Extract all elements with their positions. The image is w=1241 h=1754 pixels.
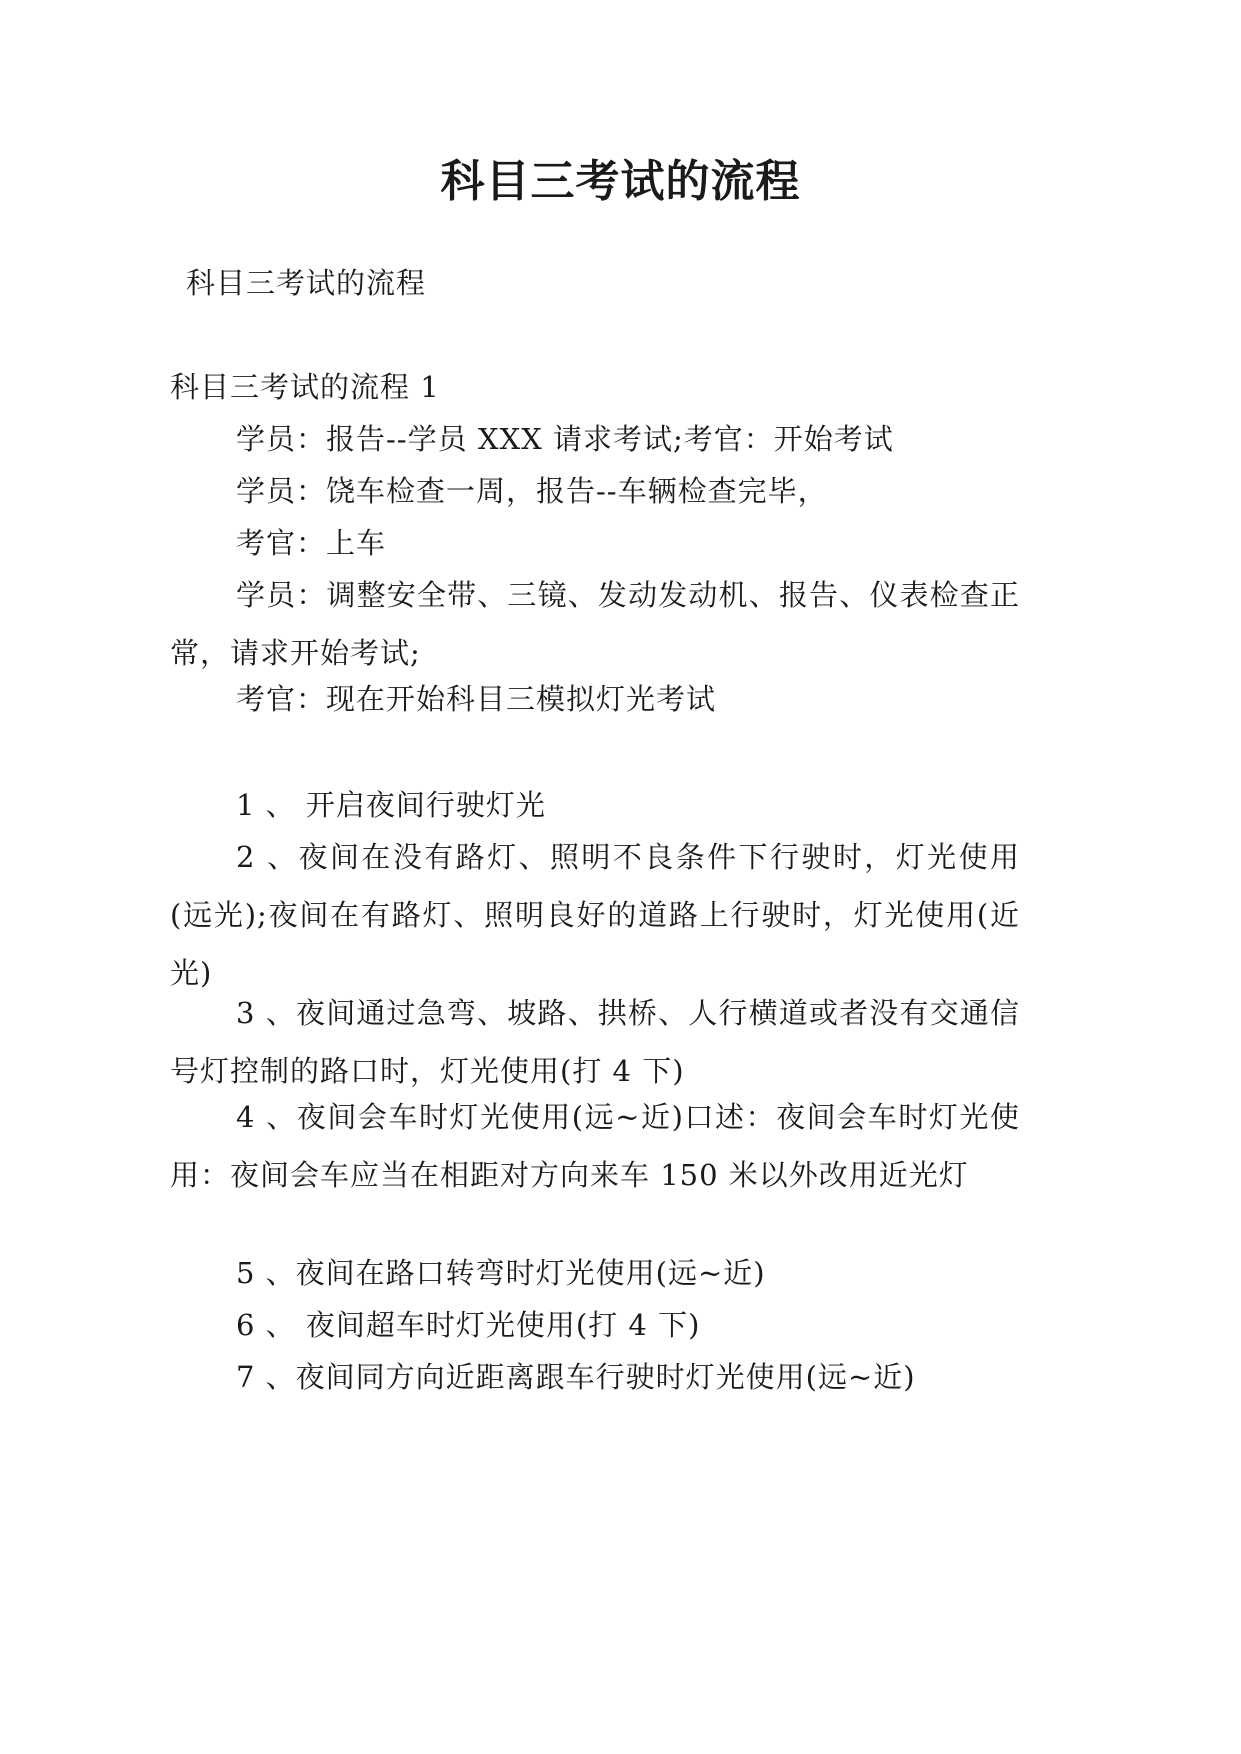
- dialogue-line: 学员：饶车检查一周，报告--车辆检查完毕，: [236, 474, 828, 508]
- dialogue-line: 考官：现在开始科目三模拟灯光考试: [236, 682, 717, 716]
- dialogue-line: 学员：报告--学员 XXX 请求考试;考官：开始考试: [236, 422, 894, 456]
- list-item: 1 、 开启夜间行驶灯光: [236, 788, 546, 822]
- document-title: 科目三考试的流程: [440, 156, 801, 207]
- list-item: 4 、夜间会车时灯光使用(远~近)口述：夜间会车时灯光使用：夜间会车应当在相距对方向来车 150 米以外改用近光灯: [170, 1100, 1020, 1192]
- list-item: 6 、 夜间超车时灯光使用(打 4 下): [236, 1308, 701, 1342]
- list-item: 5 、夜间在路口转弯时灯光使用(远~近): [236, 1256, 766, 1290]
- dialogue-line: 考官：上车: [236, 526, 387, 560]
- list-item: 7 、夜间同方向近距离跟车行驶时灯光使用(远~近): [236, 1360, 916, 1394]
- dialogue-line: 学员：调整安全带、三镜、发动发动机、报告、仪表检查正常，请求开始考试;: [170, 578, 1020, 670]
- section-heading: 科目三考试的流程 1: [170, 370, 440, 404]
- list-item: 3 、夜间通过急弯、坡路、拱桥、人行横道或者没有交通信号灯控制的路口时，灯光使用(打 4 下): [170, 996, 1020, 1088]
- document-subtitle: 科目三考试的流程: [186, 266, 427, 300]
- list-item: 2 、夜间在没有路灯、照明不良条件下行驶时，灯光使用(远光);夜间在有路灯、照明良好的道路上行驶时，灯光使用(近光): [170, 840, 1020, 990]
